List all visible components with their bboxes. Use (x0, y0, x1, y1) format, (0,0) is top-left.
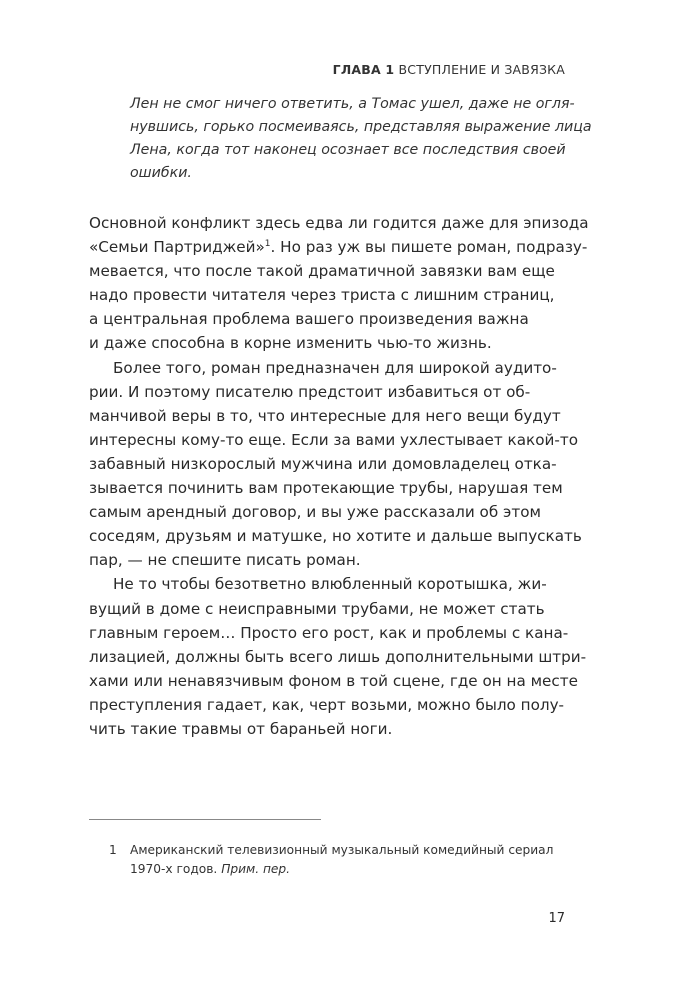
quote-line: Лена, когда тот наконец осознает все последствия своей (130, 142, 566, 158)
quote-line: Лен не смог ничего ответить, а Томас ушел, даже не огля- (130, 96, 575, 112)
body-text (89, 211, 589, 741)
text-segment: . Но раз уж вы пишете роман, подразу- (270, 238, 588, 257)
quote-line: нувшись, горько посмеиваясь, представляя выражение лица (130, 119, 592, 135)
text-line: рии. И поэтому писателю предстоит избавиться от об- (89, 382, 531, 401)
text-line: вущий в доме с неисправными трубами, не может стать (89, 599, 545, 618)
paragraph-3 (89, 572, 587, 741)
running-header (333, 62, 565, 77)
text-line: мевается, что после такой драматичной завязки вам еще (89, 262, 555, 281)
paragraph-2 (89, 356, 582, 573)
show-title-text: «Семьи Партриджей» (89, 238, 265, 257)
text-line: Более того, роман предназначен для широкой аудито- (113, 358, 557, 377)
text-line: главным героем… Просто его рост, как и проблемы с кана- (89, 623, 569, 642)
text-line: самым арендный договор, и вы уже рассказали об этом (89, 503, 541, 522)
footnote-text (130, 841, 570, 879)
text-line: чить такие травмы от бараньей ноги. (89, 719, 393, 738)
text-line: манчивой веры в то, что интересные для него вещи будут (89, 406, 561, 425)
text-line: Не то чтобы безответно влюбленный коротышка, жи- (113, 575, 547, 594)
footnote-text-segment: 1970-х годов. (130, 862, 222, 876)
text-line: Основной конфликт здесь едва ли годится даже для эпизода (89, 214, 589, 232)
footnote-line: Американский телевизионный музыкальный комедийный сериал (130, 843, 554, 857)
text-line: и даже способна в корне изменить чью-то жизнь. (89, 334, 492, 353)
text-line: соседям, друзьям и матушке, но хотите и дальше выпускать (89, 527, 582, 546)
paragraph-1 (89, 211, 589, 356)
page-number: 17 (548, 911, 565, 926)
text-line: забавный низкорослый мужчина или домовладелец отка- (89, 454, 557, 473)
text-line: интересны кому-то еще. Если за вами ухлестывает какой-то (89, 430, 578, 449)
footnote-divider (89, 819, 321, 820)
text-line: хами или ненавязчивым фоном в той сцене, где он на месте (89, 671, 578, 690)
epigraph-quote (130, 93, 592, 185)
quote-line: ошибки. (130, 165, 192, 181)
text-line: зывается починить вам протекающие трубы, нарушая тем (89, 479, 563, 498)
footnote-ref[interactable]: 1 (264, 239, 271, 250)
text-line: преступления гадает, как, черт возьми, можно было полу- (89, 695, 565, 714)
translator-note: Прим. пер. (221, 862, 291, 876)
section-title: ВСТУПЛЕНИЕ И ЗАВЯЗКА (398, 62, 565, 77)
text-line: надо провести читателя через триста с лишним страниц, (89, 286, 555, 305)
footnote-line (130, 860, 570, 879)
footnote-number: 1 (109, 843, 117, 857)
text-line: лизацией, должны быть всего лишь дополнительными штри- (89, 647, 587, 666)
text-line (89, 235, 588, 259)
text-line: а центральная проблема вашего произведения важна (89, 310, 529, 329)
text-line: пар, — не спешите писать роман. (89, 551, 361, 570)
chapter-label: ГЛАВА 1 (332, 62, 395, 77)
